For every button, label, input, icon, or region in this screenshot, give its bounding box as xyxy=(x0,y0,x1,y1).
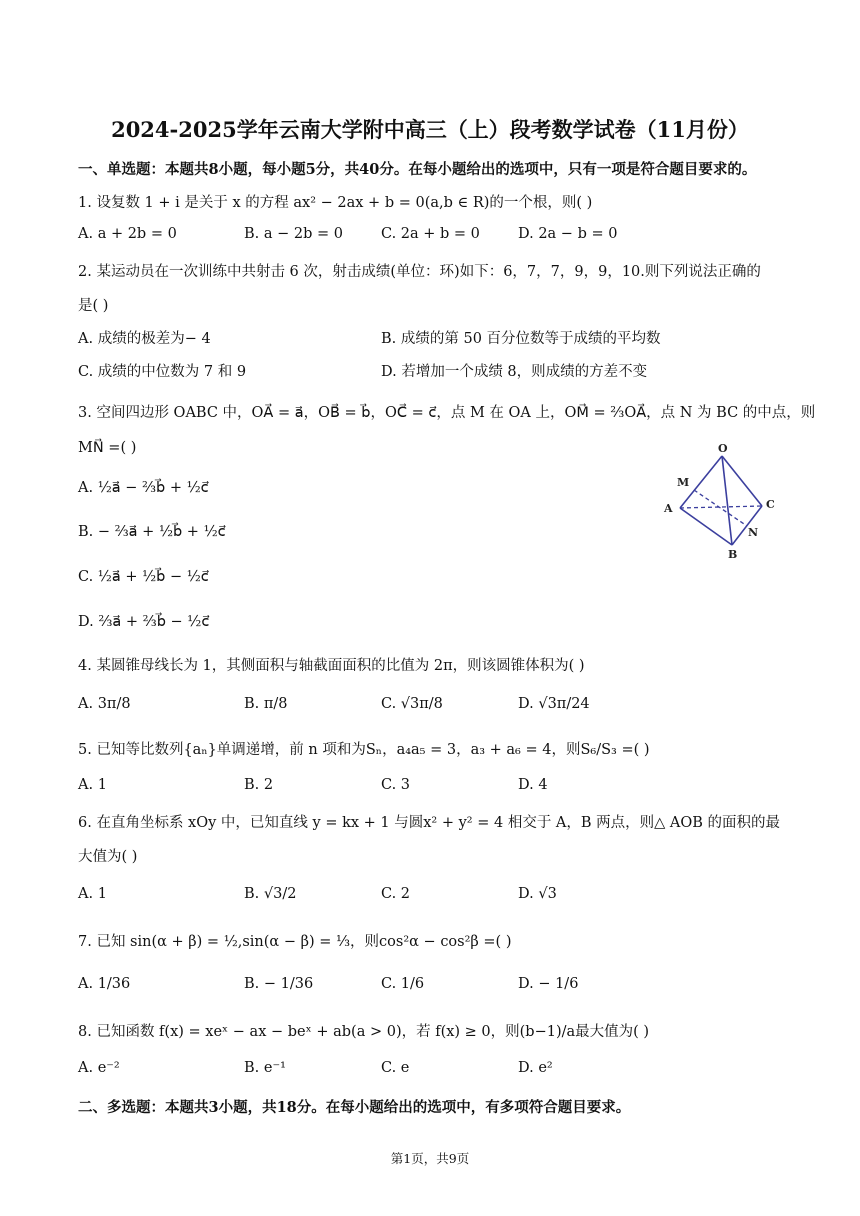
question-4-option-a: A. 3π/8 xyxy=(78,696,131,712)
question-3-stem-line1: 3. 空间四边形 OABC 中，OA⃗ = a⃗，OB⃗ = b⃗，OC⃗ = c⃗，点 M 在 OA 上，OM⃗ = ⅔OA⃗，点 N 为 BC 的中点，则 xyxy=(78,405,816,421)
question-5-option-d: D. 4 xyxy=(518,777,548,793)
question-5-option-b: B. 2 xyxy=(244,777,274,793)
question-4-stem: 4. 某圆锥母线长为 1，其侧面积与轴截面面积的比值为 2π，则该圆锥体积为( ) xyxy=(78,658,585,674)
question-4-option-c: C. √3π/8 xyxy=(381,696,443,712)
question-2-option-b: B. 成绩的第 50 百分位数等于成绩的平均数 xyxy=(381,331,661,347)
question-8-option-d: D. e² xyxy=(518,1060,553,1076)
question-2-option-a: A. 成绩的极差为− 4 xyxy=(78,331,211,347)
question-8-stem: 8. 已知函数 f(x) = xeˣ − ax − beˣ + ab(a > 0)，若 f(x) ≥ 0，则(b−1)/a最大值为( ) xyxy=(78,1024,650,1040)
question-2-option-d: D. 若增加一个成绩 8，则成绩的方差不变 xyxy=(381,364,648,380)
question-1-option-c: C. 2a + b = 0 xyxy=(381,226,480,242)
question-4-option-b: B. π/8 xyxy=(244,696,288,712)
label-n: N xyxy=(748,526,759,539)
question-3-option-d: D. ⅔a⃗ + ⅔b⃗ − ½c⃗ xyxy=(78,614,210,630)
question-3-option-a: A. ½a⃗ − ⅔b⃗ + ½c⃗ xyxy=(78,480,209,496)
edge-oc xyxy=(722,456,762,506)
question-3-option-b: B. − ⅔a⃗ + ½b⃗ + ½c⃗ xyxy=(78,524,226,540)
question-2-stem-line2: 是( ) xyxy=(78,298,109,314)
question-6-option-b: B. √3/2 xyxy=(244,886,297,902)
question-6-option-c: C. 2 xyxy=(381,886,411,902)
question-3-option-c: C. ½a⃗ + ½b⃗ − ½c⃗ xyxy=(78,569,209,585)
question-6-stem-line2: 大值为( ) xyxy=(78,849,138,865)
question-7-stem: 7. 已知 sin(α + β) = ½,sin(α − β) = ⅓，则cos²α − cos²β =( ) xyxy=(78,934,512,950)
question-7-option-b: B. − 1/36 xyxy=(244,976,314,992)
question-7-option-a: A. 1/36 xyxy=(78,976,131,992)
edge-ab xyxy=(680,508,732,545)
question-6-option-a: A. 1 xyxy=(78,886,107,902)
question-1-stem: 1. 设复数 1 + i 是关于 x 的方程 ax² − 2ax + b = 0(a,b ∈ R)的一个根，则( ) xyxy=(78,195,593,211)
edge-ac-hidden xyxy=(680,506,762,508)
question-1-option-d: D. 2a − b = 0 xyxy=(518,226,618,242)
label-c: C xyxy=(766,498,775,511)
edge-ob xyxy=(722,456,732,545)
question-5-option-c: C. 3 xyxy=(381,777,411,793)
question-2-stem-line1: 2. 某运动员在一次训练中共射击 6 次，射击成绩(单位：环)如下：6，7，7，9，9，10.则下列说法正确的 xyxy=(78,264,761,280)
question-7-option-d: D. − 1/6 xyxy=(518,976,579,992)
question-8-option-c: C. e xyxy=(381,1060,410,1076)
question-7-option-c: C. 1/6 xyxy=(381,976,425,992)
label-m: M xyxy=(677,476,690,489)
question-8-option-b: B. e⁻¹ xyxy=(244,1060,286,1076)
label-a: A xyxy=(664,502,673,515)
question-3-stem-line2: MN⃗ =( ) xyxy=(78,440,137,456)
question-5-stem: 5. 已知等比数列{aₙ}单调递增，前 n 项和为Sₙ，a₄a₅ = 3，a₃ + a₆ = 4，则S₆/S₃ =( ) xyxy=(78,742,650,758)
section-heading-multiple-choice: 二、多选题：本题共3小题，共18分。在每小题给出的选项中，有多项符合题目要求。 xyxy=(78,1099,631,1116)
page-footer: 第1页，共9页 xyxy=(390,1151,470,1166)
tetrahedron-figure xyxy=(658,438,782,562)
label-b: B xyxy=(728,548,738,561)
question-1-option-b: B. a − 2b = 0 xyxy=(244,226,343,242)
question-4-option-d: D. √3π/24 xyxy=(518,696,590,712)
question-1-option-a: A. a + 2b = 0 xyxy=(78,226,177,242)
question-6-option-d: D. √3 xyxy=(518,886,557,902)
question-6-stem-line1: 6. 在直角坐标系 xOy 中，已知直线 y = kx + 1 与圆x² + y² = 4 相交于 A，B 两点，则△ AOB 的面积的最 xyxy=(78,815,781,831)
section-heading-single-choice: 一、单选题：本题共8小题，每小题5分，共40分。在每小题给出的选项中，只有一项是符合题目要求的。 xyxy=(78,161,757,178)
question-8-option-a: A. e⁻² xyxy=(78,1060,120,1076)
question-2-option-c: C. 成绩的中位数为 7 和 9 xyxy=(78,364,247,380)
question-5-option-a: A. 1 xyxy=(78,777,107,793)
label-o: O xyxy=(718,442,728,455)
page-title: 2024-2025学年云南大学附中高三（上）段考数学试卷（11月份） xyxy=(111,117,749,142)
